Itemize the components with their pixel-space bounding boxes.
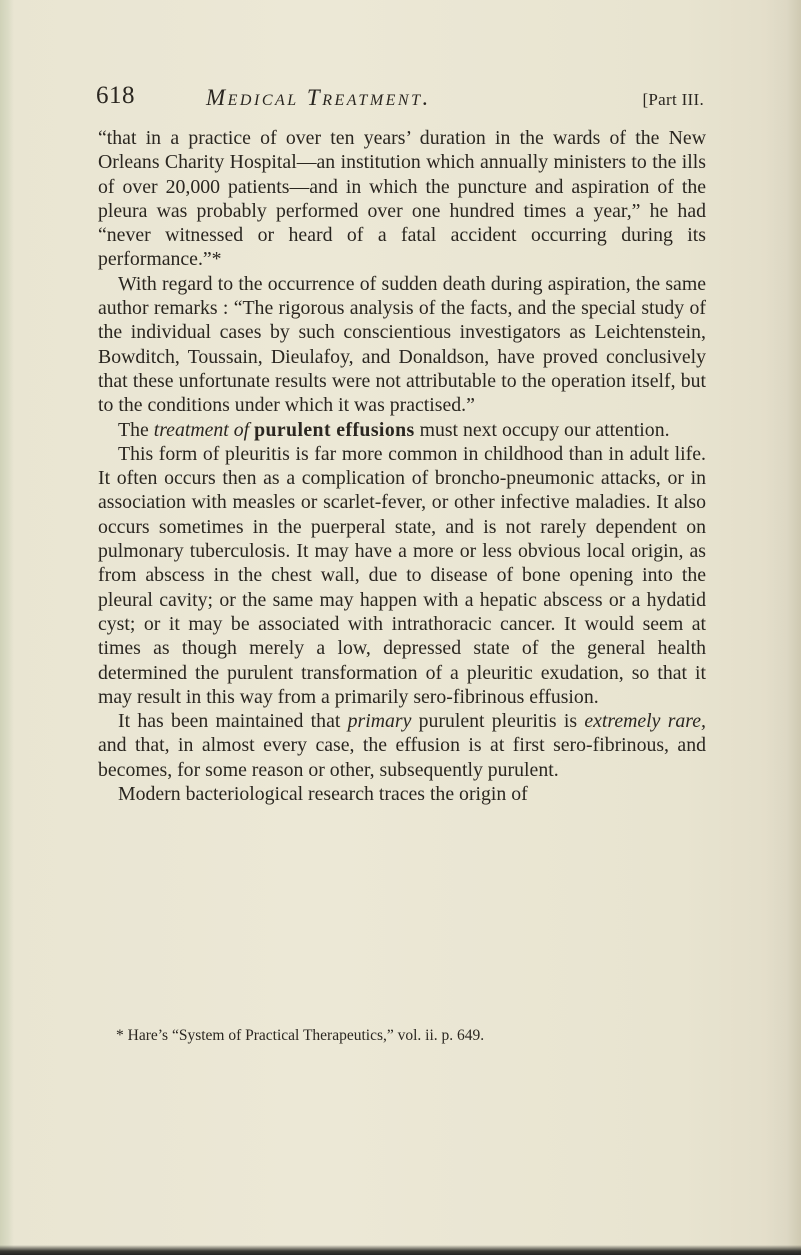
text-run: must next occupy our attention.	[414, 418, 670, 441]
text-run: The	[118, 418, 154, 441]
running-title: Medical Treatment.	[206, 85, 431, 110]
page-header	[96, 82, 714, 122]
paragraph-sudden-death: With regard to the occurrence of sudden death during aspiration, the same author remarks : “The rigorous analysis of the facts, and the special study of the individual cases by such conscientious investigators as Leichtenstein, Bowditch, Toussain, Dieulafoy, and Donaldson, have proved conclusively that these unfortunate results were not attributable to the operation itself, but to the conditions under which it was practised.”	[98, 272, 706, 417]
footnote: * Hare’s “System of Practical Therapeutics,” vol. ii. p. 649.	[116, 1027, 485, 1044]
part-label: [Part III.	[642, 90, 704, 109]
italic-phrase: primary	[347, 710, 412, 733]
page-bottom-edge	[0, 1245, 801, 1255]
paragraph-childhood-pleuritis: This form of pleuritis is far more common in childhood than in adult life. It often occurs then as a complication of broncho-pneumonic attacks, or in association with measles or scarlet-fever, or other infective maladies. It also occurs sometimes in the puerperal state, and is not rarely dependent on pulmonary tuberculosis. It may have a more or less obvious local origin, as from abscess in the chest wall, due to disease of bone opening into the pleural cavity; or the same may happen with a hepatic abscess or a hydatid cyst; or it may be associated with intrathoracic cancer. It would seem at times as though merely a low, depressed state of the general health determined the purulent transformation of a pleuritic exudation, so that it may result in this way from a primarily sero-fibrinous effusion.	[98, 442, 706, 708]
paragraph-primary-purulent	[98, 709, 706, 782]
italic-phrase: treatment of	[153, 418, 250, 441]
page-number: 618	[96, 82, 135, 109]
text-run: purulent pleuritis is	[411, 710, 585, 733]
page-edge	[765, 0, 801, 1255]
bold-heading-term: purulent effusions	[254, 418, 415, 441]
text-run: It has been maintained that	[118, 710, 348, 733]
paragraph-purulent-effusions	[98, 418, 706, 442]
page-gutter	[0, 0, 14, 1255]
paragraph-quote-continuation: “that in a practice of over ten years’ duration in the wards of the New Orleans Charity Hospital—an institution which annually ministers to the ills of over 20,000 patients—and in which the puncture and aspiration of the pleura was probably performed over one hundred times a year,” he had “never witnessed or heard of a fatal accident occurring during its performance.”*	[98, 127, 706, 271]
italic-phrase: extremely rare,	[584, 710, 706, 733]
paragraph-bacteriological: Modern bacteriological research traces the origin of	[118, 783, 528, 806]
body-text	[98, 126, 706, 806]
text-run: and that, in almost every case, the effusion is at first sero-fibrinous, and becomes, for some reason or other, subsequently purulent.	[98, 734, 706, 781]
